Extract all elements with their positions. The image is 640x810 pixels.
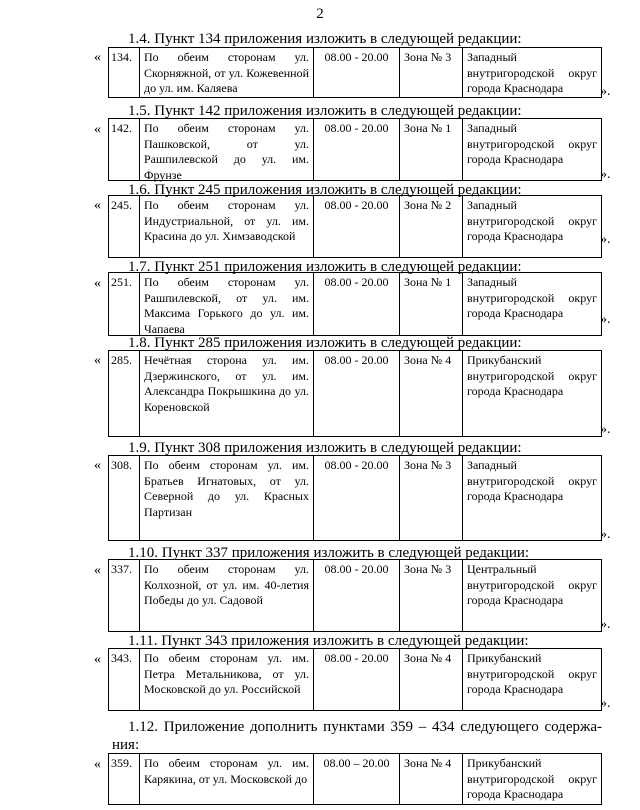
street-description: По обеим сторонам ул. Колхозной, от ул. им. 40-летия Победы до ул. Садовой: [140, 560, 314, 631]
opening-quote: «: [94, 458, 101, 473]
amendment-heading-1-12: 1.12. Приложение дополнить пунктами 359 – 434 следующего содержа-: [128, 719, 602, 735]
closing-quote: ».: [600, 232, 611, 247]
closing-quote: ».: [600, 696, 611, 711]
zone: Зона № 1: [400, 273, 463, 335]
opening-quote: «: [94, 353, 101, 368]
page-number: 2: [316, 6, 324, 22]
amendment-heading-1-10: 1.10. Пункт 337 приложения изложить в следующей редакции:: [128, 545, 530, 561]
closing-quote: ».: [600, 84, 611, 99]
street-description: По обеим сторонам ул. Рашпилевской, от ул. им. Максима Горького до ул. им. Чапаева: [140, 273, 314, 335]
closing-quote: ».: [600, 312, 611, 327]
time-range: 08.00 - 20.00: [314, 196, 400, 257]
table-row: [108, 350, 602, 437]
amendment-heading-1-4: 1.4. Пункт 134 приложения изложить в следующей редакции:: [128, 31, 522, 47]
street-description: По обеим сторонам ул. Пашковской, от ул. Рашпилевской до ул. им. Фрунзе: [140, 119, 314, 180]
zone: Зона № 4: [400, 754, 463, 804]
time-range: 08.00 - 20.00: [314, 456, 400, 540]
time-range: 08.00 – 20.00: [314, 754, 400, 804]
closing-quote: ».: [600, 422, 611, 437]
zone: Зона № 2: [400, 196, 463, 257]
street-description: Нечётная сторона ул. им. Дзержинского, от ул. им. Александра Покрышкина до ул. Кореновской: [140, 351, 314, 436]
table-row: [108, 648, 602, 711]
district: Прикубанский внутригородской округ города Краснодара: [467, 353, 597, 398]
zone: Зона № 1: [400, 119, 463, 180]
zone: Зона № 4: [400, 649, 463, 710]
district: Центральный внутригородской округ города Краснодара: [467, 562, 597, 607]
table-row: [108, 272, 602, 336]
table-row: [108, 195, 602, 258]
table-row: [108, 753, 602, 805]
zone: Зона № 4: [400, 351, 463, 436]
table-row: [108, 559, 602, 632]
time-range: 08.00 - 20.00: [314, 273, 400, 335]
opening-quote: «: [94, 122, 101, 137]
time-range: 08.00 - 20.00: [314, 48, 400, 97]
district: Западный внутригородской округ города Краснодара: [467, 275, 597, 320]
item-number: 142.: [109, 119, 140, 180]
street-description: По обеим сторонам ул. Индустриальной, от ул. им. Красина до ул. Химзаводской: [140, 196, 314, 257]
closing-quote: ».: [600, 527, 611, 542]
zone: Зона № 3: [400, 560, 463, 631]
table-row: [108, 118, 602, 181]
district: Западный внутригородской округ города Краснодара: [467, 198, 597, 243]
item-number: 343.: [109, 649, 140, 710]
item-number: 337.: [109, 560, 140, 631]
amendment-heading-1-7: 1.7. Пункт 251 приложения изложить в следующей редакции:: [128, 259, 522, 275]
district: Западный внутригородской округ города Краснодара: [467, 50, 597, 95]
table-row: [108, 455, 602, 541]
time-range: 08.00 - 20.00: [314, 351, 400, 436]
opening-quote: «: [94, 198, 101, 213]
closing-quote: ».: [600, 167, 611, 182]
table-row: [108, 47, 602, 98]
amendment-heading-1-5: 1.5. Пункт 142 приложения изложить в следующей редакции:: [128, 103, 522, 119]
amendment-heading-1-9: 1.9. Пункт 308 приложения изложить в следующей редакции:: [128, 440, 522, 456]
closing-quote: ».: [600, 617, 611, 632]
time-range: 08.00 - 20.00: [314, 649, 400, 710]
item-number: 251.: [109, 273, 140, 335]
street-description: По обеим сторонам ул. им. Братьев Игнатовых, от ул. Северной до ул. Красных Партизан: [140, 456, 314, 540]
time-range: 08.00 - 20.00: [314, 119, 400, 180]
amendment-heading-1-6: 1.6. Пункт 245 приложения изложить в следующей редакции:: [128, 182, 522, 198]
opening-quote: «: [94, 563, 101, 578]
district: Прикубанский внутригородской округ города Краснодара: [467, 651, 597, 696]
opening-quote: «: [94, 652, 101, 667]
street-description: По обеим сторонам ул. им. Карякина, от ул. Московской до: [140, 754, 314, 804]
item-number: 245.: [109, 196, 140, 257]
amendment-heading-1-11: 1.11. Пункт 343 приложения изложить в следующей редакции:: [128, 633, 529, 649]
opening-quote: «: [94, 50, 101, 65]
item-number: 308.: [109, 456, 140, 540]
district: Прикубанский внутригородской округ города Краснодара: [467, 756, 597, 801]
time-range: 08.00 - 20.00: [314, 560, 400, 631]
heading-continuation: ния:: [112, 737, 140, 753]
street-description: По обеим сторонам ул. им. Петра Метальникова, от ул. Московской до ул. Российской: [140, 649, 314, 710]
zone: Зона № 3: [400, 48, 463, 97]
zone: Зона № 3: [400, 456, 463, 540]
item-number: 359.: [109, 754, 140, 804]
district: Западный внутригородской округ города Краснодара: [467, 121, 597, 166]
district: Западный внутригородской округ города Краснодара: [467, 458, 597, 503]
opening-quote: «: [94, 276, 101, 291]
item-number: 134.: [109, 48, 140, 97]
amendment-heading-1-8: 1.8. Пункт 285 приложения изложить в следующей редакции:: [128, 335, 522, 351]
opening-quote: «: [94, 757, 101, 772]
street-description: По обеим сторонам ул. Скорняжной, от ул. Кожевенной до ул. им. Каляева: [140, 48, 314, 97]
item-number: 285.: [109, 351, 140, 436]
